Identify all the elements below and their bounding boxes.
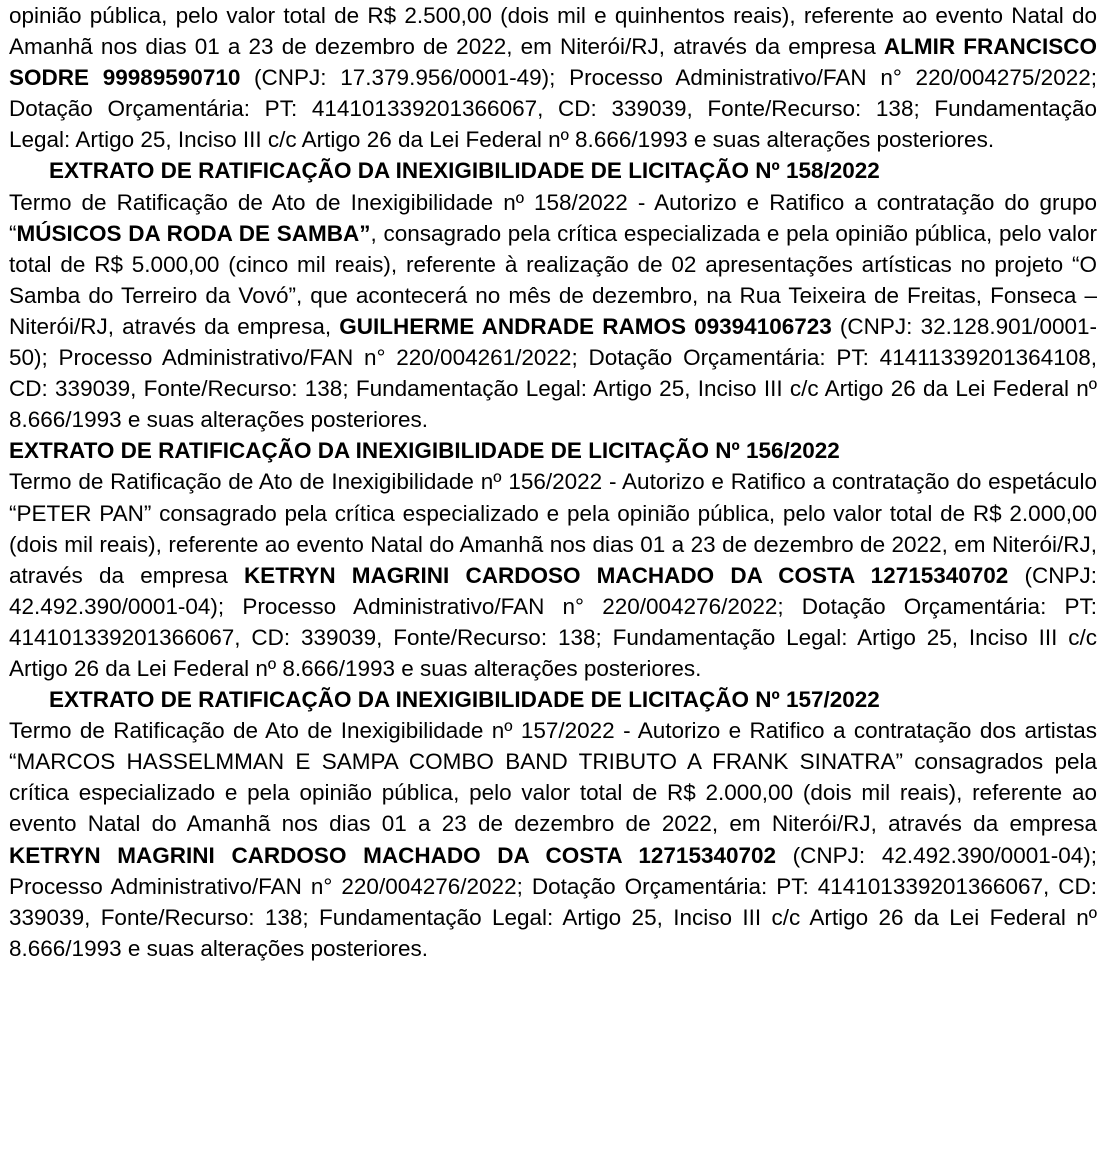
text-segment: opinião pública, pelo valor total de R$ 2.500,00 (dois mil e quinhentos reais), referente ao evento Natal do Amanhã nos dias 01 a 23 de dezembro de 2022, em Niterói/RJ, através da empresa — [9, 3, 1097, 60]
extract-paragraph-156 — [9, 466, 1097, 684]
extract-paragraph-158 — [9, 187, 1097, 436]
company-name: KETRYN MAGRINI CARDOSO MACHADO DA COSTA 12715340702 — [243, 562, 1009, 588]
text-segment: (CNPJ: 32.128.901/0001-50); Processo Administrativo/FAN n° 220/004261/2022; Dotação Orçamentária: PT: 41411339201364108, CD: 339039, Fonte/Recurso: 138; Fundamentação Legal: Artigo 25, Inciso III c/c Artigo 26 da Lei Federal nº 8.666/1993 e suas alterações posteriores. — [9, 313, 1097, 433]
text-segment: Termo de Ratificação de Ato de Inexigibilidade nº 157/2022 - Autorizo e Ratifico a contratação dos artistas “MARCOS HASSELMMAN E SAMPA COMBO BAND TRIBUTO A FRANK SINATRA” consagrados pela crítica especializado e pela opinião pública, pelo valor total de R$ 2.000,00 (dois mil reais), referente ao evento Natal do Amanhã nos dias 01 a 23 de dezembro de 2022, em Niterói/RJ, através da empresa — [9, 718, 1097, 837]
extract-heading-156: EXTRATO DE RATIFICAÇÃO DA INEXIGIBILIDADE DE LICITAÇÃO Nº 156/2022 — [9, 438, 840, 464]
text-segment: (CNPJ: 42.492.390/0001-04); Processo Administrativo/FAN n° 220/004276/2022; Dotação Orçamentária: PT: 414101339201366067, CD: 339039, Fonte/Recurso: 138; Fundamentação Legal: Artigo 25, Inciso III c/c Artigo 26 da Lei Federal nº 8.666/1993 e suas alterações posteriores. — [9, 562, 1098, 681]
group-name: MÚSICOS DA RODA DE SAMBA” — [16, 220, 371, 246]
extract-continuation-paragraph — [9, 0, 1097, 155]
text-segment: (CNPJ: 17.379.956/0001-49); Processo Administrativo/FAN n° 220/004275/2022; Dotação Orçamentária: PT: 414101339201366067, CD: 339039, Fonte/Recurso: 138; Fundamentação Legal: Artigo 25, Inciso III c/c Artigo 26 da Lei Federal nº 8.666/1993 e suas alterações posteriores. — [9, 65, 1097, 153]
text-segment: Termo de Ratificação de Ato de Inexigibilidade nº 156/2022 - Autorizo e Ratifico a contratação do espetáculo “PETER PAN” consagrado pela crítica especializado e pela opinião pública, pelo valor total de R$ 2.000,00 (dois mil reais), referente ao evento Natal do Amanhã nos dias 01 a 23 de dezembro de 2022, em Niterói/RJ, através da empresa — [9, 469, 1097, 588]
extract-heading-157: EXTRATO DE RATIFICAÇÃO DA INEXIGIBILIDADE DE LICITAÇÃO Nº 157/2022 — [49, 687, 880, 713]
text-segment: , consagrado pela crítica especializada e pela opinião pública, pelo valor total de R$ 5.000,00 (cinco mil reais), referente à realização de 02 apresentações artísticas no projeto “O Samba do Terreiro da Vovó”, que acontecerá no mês de dezembro, na Rua Teixeira de Freitas, Fonseca – Niterói/RJ, através da empresa, — [9, 220, 1098, 339]
text-segment: (CNPJ: 42.492.390/0001-04); Processo Administrativo/FAN n° 220/004276/2022; Dotação Orçamentária: PT: 414101339201366067, CD: 339039, Fonte/Recurso: 138; Fundamentação Legal: Artigo 25, Inciso III c/c Artigo 26 da Lei Federal nº 8.666/1993 e suas alterações posteriores. — [9, 842, 1097, 961]
company-name: KETRYN MAGRINI CARDOSO MACHADO DA COSTA 12715340702 — [9, 842, 777, 868]
extract-heading-158: EXTRATO DE RATIFICAÇÃO DA INEXIGIBILIDADE DE LICITAÇÃO Nº 158/2022 — [49, 158, 880, 184]
text-segment: Termo de Ratificação de Ato de Inexigibilidade nº 158/2022 - Autorizo e Ratifico a contratação do grupo “ — [9, 189, 1097, 246]
company-name: ALMIR FRANCISCO SODRE 99989590710 — [9, 34, 1098, 91]
extract-paragraph-157 — [9, 715, 1097, 964]
company-name: GUILHERME ANDRADE RAMOS 09394106723 — [339, 313, 832, 339]
